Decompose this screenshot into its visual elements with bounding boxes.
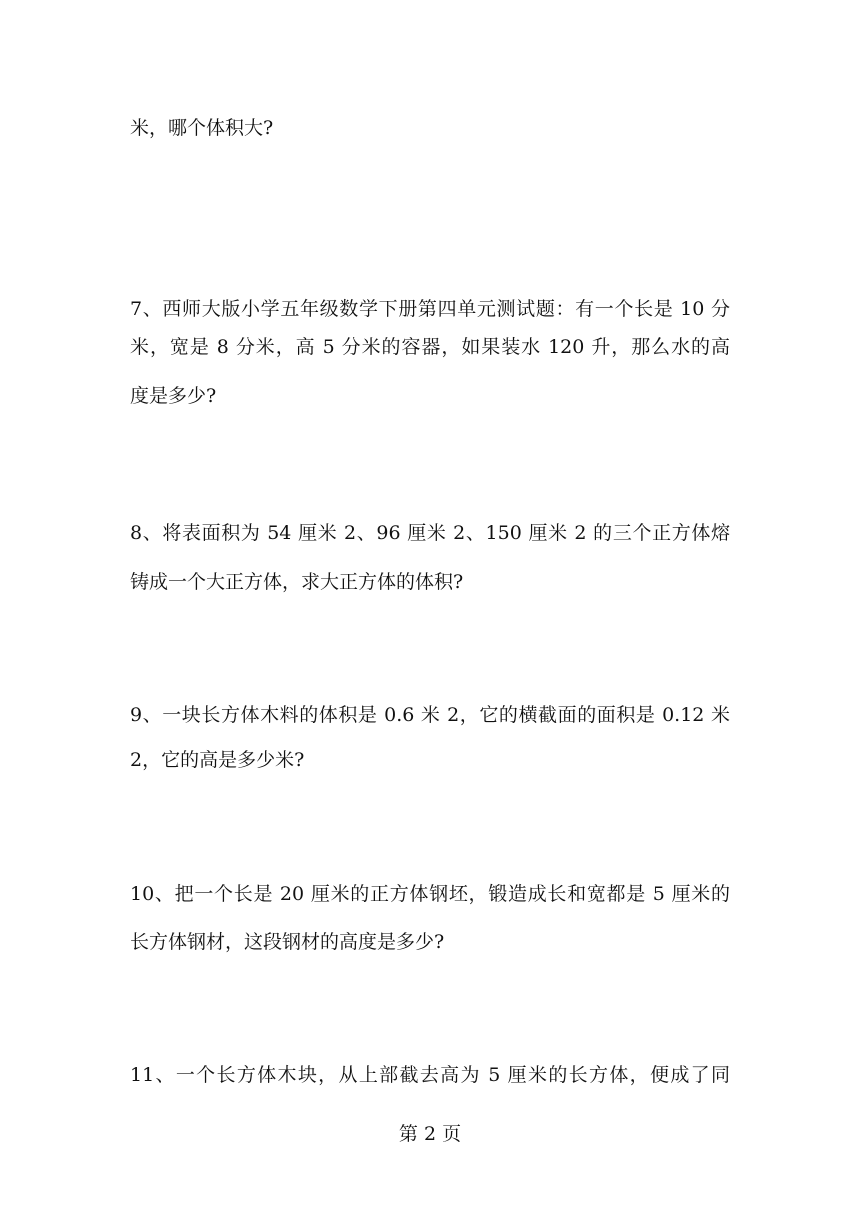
question-7-line-1: 7、西师大版小学五年级数学下册第四单元测试题：有一个长是 10 分	[130, 298, 730, 320]
question-11-line-1: 11、一个长方体木块，从上部截去高为 5 厘米的长方体，便成了同	[130, 1064, 730, 1086]
page-number: 第 2 页	[398, 1123, 462, 1145]
text-line: 米，哪个体积大?	[130, 117, 274, 139]
question-7-line-3: 度是多少?	[130, 385, 217, 407]
question-10-line-1: 10、把一个长是 20 厘米的正方体钢坯，锻造成长和宽都是 5 厘米的	[130, 883, 730, 905]
question-7-line-2: 米，宽是 8 分米，高 5 分米的容器，如果装水 120 升，那么水的高	[130, 336, 730, 358]
question-8-line-2: 铸成一个大正方体，求大正方体的体积?	[130, 571, 464, 593]
question-10-line-2: 长方体钢材，这段钢材的高度是多少?	[130, 931, 445, 953]
question-9-line-2: 2，它的高是多少米?	[130, 749, 305, 771]
question-9-line-1: 9、一块长方体木料的体积是 0.6 米 2，它的横截面的面积是 0.12 米	[130, 704, 730, 726]
question-8-line-1: 8、将表面积为 54 厘米 2、96 厘米 2、150 厘米 2 的三个正方体熔	[130, 522, 730, 544]
